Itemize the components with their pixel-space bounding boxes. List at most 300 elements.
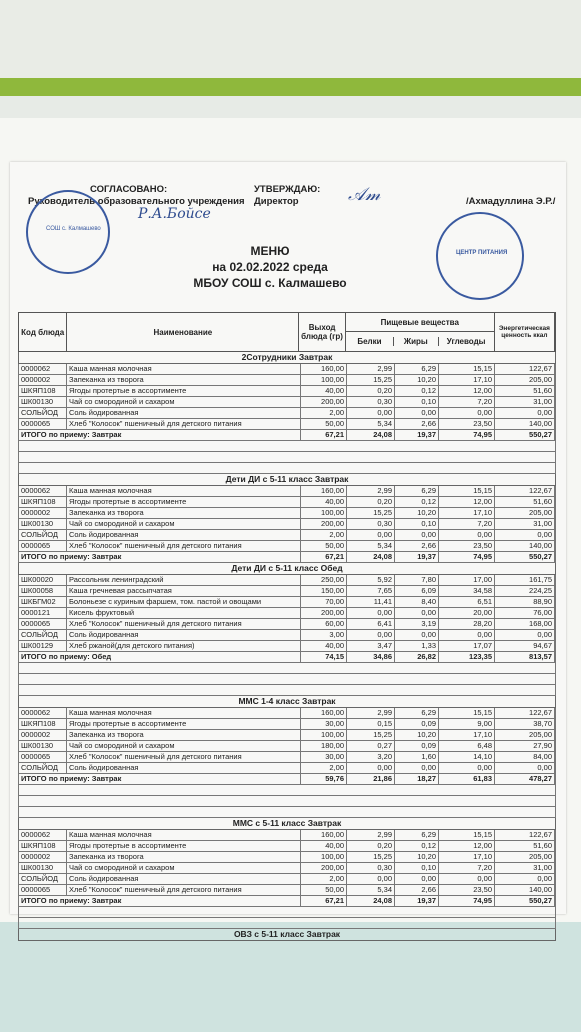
table-row	[18, 874, 556, 885]
table-cell: Соль йодированная	[67, 874, 301, 884]
table-cell: 0,00	[495, 630, 555, 640]
table-cell: 88,90	[495, 597, 555, 607]
table-row	[18, 752, 556, 763]
table-cell: Чай со смородиной и сахаром	[67, 519, 301, 529]
table-cell: 0,00	[495, 530, 555, 540]
table-cell: Каша манная молочная	[67, 486, 301, 496]
table-cell: 27,90	[495, 741, 555, 751]
table-cell: 205,00	[495, 375, 555, 385]
table-cell: 12,00	[439, 386, 495, 396]
table-cell: Каша манная молочная	[67, 708, 301, 718]
total-cell: 67,21	[301, 430, 347, 440]
table-cell: 0,00	[395, 630, 439, 640]
total-cell: 61,83	[439, 774, 495, 784]
table-cell: ШК00129	[19, 641, 67, 651]
table-cell: Ягоды протертые в ассортименте	[67, 841, 301, 851]
table-cell: 50,00	[301, 419, 347, 429]
table-cell: 0,12	[395, 497, 439, 507]
table-cell: 0,00	[395, 530, 439, 540]
empty-row	[18, 463, 556, 474]
table-cell: 5,34	[347, 885, 395, 895]
table-cell: 15,15	[439, 364, 495, 374]
table-cell: 140,00	[495, 885, 555, 895]
total-cell: 478,27	[495, 774, 555, 784]
table-row	[18, 541, 556, 552]
table-cell: 0000062	[19, 364, 67, 374]
table-cell: 12,00	[439, 497, 495, 507]
table-cell: 7,20	[439, 519, 495, 529]
table-cell: 7,20	[439, 397, 495, 407]
col-code: Код блюда	[19, 313, 67, 351]
empty-row	[18, 441, 556, 452]
table-cell: Каша манная молочная	[67, 364, 301, 374]
table-cell: 122,67	[495, 486, 555, 496]
table-row	[18, 885, 556, 896]
table-cell: 0000062	[19, 708, 67, 718]
table-cell: 6,51	[439, 597, 495, 607]
table-cell: 15,25	[347, 852, 395, 862]
total-cell: 550,27	[495, 896, 555, 906]
table-cell: 0,15	[347, 719, 395, 729]
table-cell: 0,09	[395, 741, 439, 751]
table-cell: 0,20	[347, 497, 395, 507]
table-cell: 161,75	[495, 575, 555, 585]
table-cell: 0,30	[347, 397, 395, 407]
table-cell: 31,00	[495, 519, 555, 529]
empty-row	[18, 907, 556, 918]
table-cell: 0,12	[395, 386, 439, 396]
table-cell: 15,25	[347, 508, 395, 518]
table-cell: 0,00	[395, 763, 439, 773]
table-cell: 23,50	[439, 885, 495, 895]
table-cell: 34,58	[439, 586, 495, 596]
total-cell: 24,08	[347, 552, 395, 562]
table-cell: ШК00130	[19, 519, 67, 529]
table-cell: СОЛЬЙОД	[19, 530, 67, 540]
table-row	[18, 386, 556, 397]
table-cell: 12,00	[439, 841, 495, 851]
table-cell: 84,00	[495, 752, 555, 762]
section-title: Дети ДИ с 5-11 класс Обед	[18, 563, 556, 575]
table-cell: Запеканка из творога	[67, 508, 301, 518]
table-cell: 0000062	[19, 486, 67, 496]
table-cell: 0,00	[439, 408, 495, 418]
table-cell: 0000065	[19, 541, 67, 551]
table-cell: 160,00	[301, 830, 347, 840]
table-cell: 180,00	[301, 741, 347, 751]
total-cell: 74,95	[439, 552, 495, 562]
table-cell: 51,60	[495, 386, 555, 396]
table-cell: Запеканка из творога	[67, 852, 301, 862]
table-cell: 31,00	[495, 397, 555, 407]
table-cell: 0,00	[395, 608, 439, 618]
empty-row	[18, 674, 556, 685]
total-cell: 19,37	[395, 552, 439, 562]
table-cell: 205,00	[495, 508, 555, 518]
table-row	[18, 519, 556, 530]
table-cell: 0,27	[347, 741, 395, 751]
section-title: 2Сотрудники Завтрак	[18, 352, 556, 364]
total-cell: 550,27	[495, 430, 555, 440]
table-cell: 7,20	[439, 863, 495, 873]
total-cell: 74,15	[301, 652, 347, 662]
table-cell: Болоньезе с куриным фаршем, том. пастой и овощами	[67, 597, 301, 607]
table-cell: 0,00	[395, 408, 439, 418]
table-cell: 0,00	[347, 408, 395, 418]
table-cell: 205,00	[495, 852, 555, 862]
col-nutrients: Пищевые вещества Белки Жиры Углеводы	[346, 313, 495, 351]
total-label: ИТОГО по приему: Обед	[19, 652, 301, 662]
empty-row	[18, 796, 556, 807]
table-cell: 40,00	[301, 641, 347, 651]
table-cell: 2,99	[347, 486, 395, 496]
table-row	[18, 830, 556, 841]
table-cell: 0,00	[439, 874, 495, 884]
table-cell: 10,20	[395, 730, 439, 740]
table-cell: 0,00	[347, 874, 395, 884]
table-row	[18, 419, 556, 430]
total-cell: 26,82	[395, 652, 439, 662]
table-row	[18, 397, 556, 408]
section-title: ММС с 5-11 класс Завтрак	[18, 818, 556, 830]
table-row	[18, 530, 556, 541]
approved-role: Руководитель образовательного учреждения	[28, 196, 245, 207]
table-cell: 2,66	[395, 541, 439, 551]
table-cell: 0000002	[19, 852, 67, 862]
table-body	[18, 352, 556, 941]
table-cell: Ягоды протертые в ассортименте	[67, 497, 301, 507]
table-cell: 0000002	[19, 730, 67, 740]
table-cell: 5,34	[347, 541, 395, 551]
table-cell: Чай со смородиной и сахаром	[67, 741, 301, 751]
table-cell: 160,00	[301, 364, 347, 374]
total-cell: 19,37	[395, 430, 439, 440]
table-cell: 3,47	[347, 641, 395, 651]
table-cell: 0000002	[19, 508, 67, 518]
table-cell: 17,00	[439, 575, 495, 585]
col-energy: Энергетическая ценность ккал	[495, 313, 555, 351]
table-cell: 50,00	[301, 541, 347, 551]
table-cell: 0,20	[347, 841, 395, 851]
table-cell: 160,00	[301, 708, 347, 718]
table-cell: 3,19	[395, 619, 439, 629]
table-cell: 0000065	[19, 752, 67, 762]
table-cell: 5,34	[347, 419, 395, 429]
section-title: Дети ДИ с 5-11 класс Завтрак	[18, 474, 556, 486]
total-cell: 19,37	[395, 896, 439, 906]
table-cell: ШК00130	[19, 397, 67, 407]
table-cell: Хлеб "Колосок" пшеничный для детского питания	[67, 619, 301, 629]
table-cell: Запеканка из творога	[67, 730, 301, 740]
table-row	[18, 741, 556, 752]
table-cell: 100,00	[301, 730, 347, 740]
total-cell: 24,08	[347, 430, 395, 440]
table-cell: 50,00	[301, 885, 347, 895]
section-title: ММС 1-4 класс Завтрак	[18, 696, 556, 708]
table-cell: 6,09	[395, 586, 439, 596]
table-cell: 94,67	[495, 641, 555, 651]
total-row	[18, 552, 556, 563]
table-cell: 100,00	[301, 508, 347, 518]
table-cell: 200,00	[301, 519, 347, 529]
table-cell: Соль йодированная	[67, 408, 301, 418]
col-out: Выход блюда (гр)	[299, 313, 345, 351]
school-stamp-icon: СОШ с. Калмашево	[26, 190, 110, 274]
table-cell: СОЛЬЙОД	[19, 763, 67, 773]
table-row	[18, 608, 556, 619]
table-cell: 0,10	[395, 397, 439, 407]
table-row	[18, 364, 556, 375]
total-cell: 34,86	[347, 652, 395, 662]
table-cell: 0,00	[439, 530, 495, 540]
table-cell: 40,00	[301, 386, 347, 396]
table-cell: 7,80	[395, 575, 439, 585]
total-label: ИТОГО по приему: Завтрак	[19, 896, 301, 906]
table-cell: 40,00	[301, 841, 347, 851]
approved-signature: Р.А.Бойсе	[138, 206, 211, 222]
table-row	[18, 863, 556, 874]
table-cell: СОЛЬЙОД	[19, 874, 67, 884]
total-cell: 550,27	[495, 552, 555, 562]
section-title: ОВЗ с 5-11 класс Завтрак	[18, 929, 556, 941]
table-cell: 0,00	[347, 530, 395, 540]
confirm-role: Директор	[254, 196, 299, 207]
table-cell: 17,10	[439, 730, 495, 740]
table-cell: 15,15	[439, 708, 495, 718]
table-cell: Хлеб "Колосок" пшеничный для детского питания	[67, 419, 301, 429]
table-cell: Каша гречневая рассыпчатая	[67, 586, 301, 596]
total-cell: 67,21	[301, 896, 347, 906]
table-cell: 0,30	[347, 863, 395, 873]
table-cell: ШКЯП108	[19, 497, 67, 507]
table-cell: 150,00	[301, 586, 347, 596]
table-cell: 200,00	[301, 397, 347, 407]
total-row	[18, 774, 556, 785]
table-cell: 100,00	[301, 852, 347, 862]
table-cell: Рассольник ленинградский	[67, 575, 301, 585]
table-cell: 250,00	[301, 575, 347, 585]
table-cell: 15,25	[347, 730, 395, 740]
table-row	[18, 597, 556, 608]
table-cell: Чай со смородиной и сахаром	[67, 863, 301, 873]
table-cell: 17,10	[439, 508, 495, 518]
table-cell: 15,15	[439, 830, 495, 840]
table-cell: 0,00	[347, 608, 395, 618]
table-cell: 122,67	[495, 830, 555, 840]
table-cell: 200,00	[301, 863, 347, 873]
table-cell: 14,10	[439, 752, 495, 762]
total-cell: 123,35	[439, 652, 495, 662]
table-row	[18, 630, 556, 641]
table-cell: Ягоды протертые в ассортименте	[67, 719, 301, 729]
total-label: ИТОГО по приему: Завтрак	[19, 552, 301, 562]
table-cell: Соль йодированная	[67, 630, 301, 640]
table-cell: 160,00	[301, 486, 347, 496]
table-cell: 1,33	[395, 641, 439, 651]
empty-row	[18, 685, 556, 696]
table-cell: 31,00	[495, 863, 555, 873]
table-cell: Каша манная молочная	[67, 830, 301, 840]
table-cell: 0,00	[495, 763, 555, 773]
table-cell: 17,10	[439, 375, 495, 385]
table-cell: ШКБГМ02	[19, 597, 67, 607]
table-row	[18, 408, 556, 419]
total-label: ИТОГО по приему: Завтрак	[19, 430, 301, 440]
table-cell: ШК00020	[19, 575, 67, 585]
table-cell: 38,70	[495, 719, 555, 729]
menu-title: МЕНЮ	[250, 244, 290, 258]
table-cell: Соль йодированная	[67, 763, 301, 773]
table-cell: 2,99	[347, 708, 395, 718]
table-cell: 6,29	[395, 830, 439, 840]
table-cell: 0,00	[495, 408, 555, 418]
table-cell: Запеканка из творога	[67, 375, 301, 385]
approved-label: СОГЛАСОВАНО:	[90, 184, 168, 195]
table-cell: Хлеб "Колосок" пшеничный для детского питания	[67, 541, 301, 551]
table-cell: 6,41	[347, 619, 395, 629]
table-row	[18, 486, 556, 497]
table-cell: 0000121	[19, 608, 67, 618]
table-row	[18, 575, 556, 586]
table-cell: 6,48	[439, 741, 495, 751]
table-cell: 140,00	[495, 541, 555, 551]
table-cell: 9,00	[439, 719, 495, 729]
table-cell: 60,00	[301, 619, 347, 629]
table-cell: Ягоды протертые в ассортименте	[67, 386, 301, 396]
table-cell: ШК00058	[19, 586, 67, 596]
col-name: Наименование	[67, 313, 299, 351]
menu-date: на 02.02.2022 среда	[212, 260, 328, 274]
empty-row	[18, 807, 556, 818]
table-cell: 10,20	[395, 852, 439, 862]
table-cell: 3,00	[301, 630, 347, 640]
table-cell: 11,41	[347, 597, 395, 607]
table-cell: 2,66	[395, 419, 439, 429]
total-cell: 813,57	[495, 652, 555, 662]
table-cell: Хлеб ржаной(для детского питания)	[67, 641, 301, 651]
table-cell: 2,00	[301, 874, 347, 884]
table-cell: 2,99	[347, 364, 395, 374]
table-cell: 51,60	[495, 841, 555, 851]
table-row	[18, 730, 556, 741]
total-cell: 24,08	[347, 896, 395, 906]
table-cell: 3,20	[347, 752, 395, 762]
table-row	[18, 619, 556, 630]
table-cell: 2,00	[301, 408, 347, 418]
table-cell: 0000065	[19, 885, 67, 895]
director-name: /Ахмадуллина Э.Р./	[466, 196, 556, 207]
table-cell: 0000062	[19, 830, 67, 840]
table-row	[18, 375, 556, 386]
table-cell: 40,00	[301, 497, 347, 507]
table-cell: 122,67	[495, 708, 555, 718]
table-cell: ШКЯП108	[19, 719, 67, 729]
table-row	[18, 497, 556, 508]
total-cell: 18,27	[395, 774, 439, 784]
table-cell: ШКЯП108	[19, 841, 67, 851]
table-cell: 122,67	[495, 364, 555, 374]
table-cell: Хлеб "Колосок" пшеничный для детского питания	[67, 885, 301, 895]
table-cell: 0,00	[347, 763, 395, 773]
table-cell: 51,60	[495, 497, 555, 507]
table-cell: 224,25	[495, 586, 555, 596]
table-cell: Соль йодированная	[67, 530, 301, 540]
confirm-label: УТВЕРЖДАЮ:	[254, 184, 321, 195]
table-cell: Чай со смородиной и сахаром	[67, 397, 301, 407]
table-cell: 100,00	[301, 375, 347, 385]
table-row	[18, 763, 556, 774]
total-row	[18, 896, 556, 907]
table-cell: 1,60	[395, 752, 439, 762]
total-row	[18, 652, 556, 663]
table-row	[18, 852, 556, 863]
table-cell: 17,10	[439, 852, 495, 862]
catering-stamp-icon: ЦЕНТР ПИТАНИЯ	[436, 212, 524, 300]
table-cell: 6,29	[395, 486, 439, 496]
table-cell: 2,99	[347, 830, 395, 840]
table-row	[18, 641, 556, 652]
table-cell: 30,00	[301, 719, 347, 729]
table-cell: 76,00	[495, 608, 555, 618]
table-cell: 70,00	[301, 597, 347, 607]
table-cell: 0000002	[19, 375, 67, 385]
table-cell: 23,50	[439, 541, 495, 551]
table-cell: 5,92	[347, 575, 395, 585]
table-cell: СОЛЬЙОД	[19, 408, 67, 418]
table-cell: 8,40	[395, 597, 439, 607]
table-cell: 140,00	[495, 419, 555, 429]
table-row	[18, 708, 556, 719]
table-cell: 205,00	[495, 730, 555, 740]
table-cell: 10,20	[395, 508, 439, 518]
school-name: МБОУ СОШ с. Калмашево	[193, 276, 347, 290]
table-cell: 0,00	[439, 630, 495, 640]
table-cell: 168,00	[495, 619, 555, 629]
table-cell: 0,30	[347, 519, 395, 529]
table-cell: Хлеб "Колосок" пшеничный для детского питания	[67, 752, 301, 762]
table-cell: 17,07	[439, 641, 495, 651]
table-row	[18, 508, 556, 519]
total-cell: 74,95	[439, 430, 495, 440]
table-cell: 0,00	[347, 630, 395, 640]
table-row	[18, 586, 556, 597]
table-cell: 30,00	[301, 752, 347, 762]
table-cell: ШК00130	[19, 863, 67, 873]
table-cell: 7,65	[347, 586, 395, 596]
table-cell: 0,00	[395, 874, 439, 884]
table-cell: 0000065	[19, 419, 67, 429]
empty-row	[18, 918, 556, 929]
total-label: ИТОГО по приему: Завтрак	[19, 774, 301, 784]
table-row	[18, 841, 556, 852]
table-cell: 0,20	[347, 386, 395, 396]
menu-sheet	[10, 162, 566, 939]
table-cell: 15,15	[439, 486, 495, 496]
table-cell: 200,00	[301, 608, 347, 618]
table-cell: ШКЯП108	[19, 386, 67, 396]
table-cell: 2,00	[301, 763, 347, 773]
table-cell: Кисель фруктовый	[67, 608, 301, 618]
total-cell: 59,76	[301, 774, 347, 784]
table-cell: 10,20	[395, 375, 439, 385]
table-cell: 6,29	[395, 364, 439, 374]
table-cell: 0,10	[395, 863, 439, 873]
total-row	[18, 430, 556, 441]
table-cell: ШК00130	[19, 741, 67, 751]
empty-row	[18, 663, 556, 674]
director-signature-icon: 𝒜𝓂	[348, 184, 381, 205]
total-cell: 74,95	[439, 896, 495, 906]
